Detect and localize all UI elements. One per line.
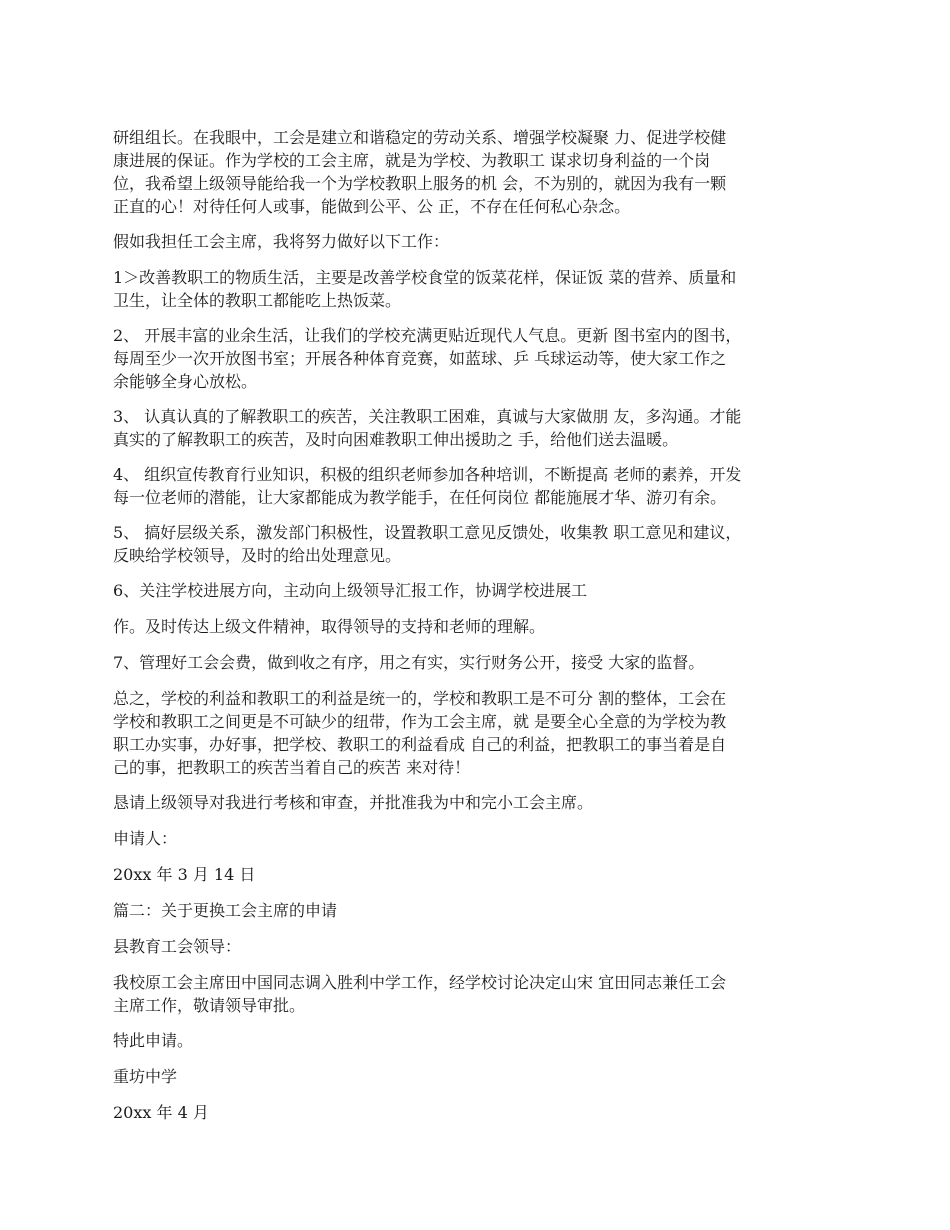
text-line: 主席工作，敬请领导审批。 [113,996,306,1015]
text-line: 正直的心！对待任何人或事，能做到公平、公 正，不存在任何私心杂念。 [113,197,631,216]
text-line: 重坊中学 [113,1067,178,1086]
paragraph [113,827,843,850]
text-line: 研组组长。在我眼中，工会是建立和谐稳定的劳动关系、增强学校凝聚 力、促进学校健 [113,128,727,147]
paragraph [113,971,843,1017]
paragraph [113,863,843,886]
text-line: 总之，学校的利益和教职工的利益是统一的，学校和教职工是不可分 割的整体，工会在 [113,689,727,708]
text-line: 真实的了解教职工的疾苦，及时向困难教职工伸出援助之 手，给他们送去温暖。 [113,430,679,449]
paragraph [113,1101,843,1124]
paragraph [113,521,843,567]
text-line: 己的事，把教职工的疾苦当着自己的疾苦 来对待！ [113,758,471,777]
paragraph [113,126,843,218]
text-line: 恳请上级领导对我进行考核和审查，并批准我为中和完小工会主席。 [113,793,594,812]
text-line: 申请人： [113,829,178,848]
paragraph [113,463,843,509]
paragraph [113,899,843,922]
text-line: 篇二：关于更换工会主席的申请 [113,901,338,920]
document-body [113,126,843,1137]
text-line: 每周至少一次开放图书室；开展各种体育竞赛，如蓝球、乒 乓球运动等，使大家工作之 [113,349,727,368]
text-line: 职工办实事，办好事，把学校、教职工的利益看成 自己的利益，把教职工的事当着是自 [113,735,727,754]
text-line: 每一位老师的潜能，让大家都能成为教学能手，在任何岗位 都能施展才华、游刃有余。 [113,488,727,507]
paragraph [113,687,843,779]
paragraph [113,1029,843,1052]
paragraph [113,791,843,814]
text-line: 卫生，让全体的教职工都能吃上热饭菜。 [113,291,402,310]
text-line: 作。及时传达上级文件精神，取得领导的支持和老师的理解。 [113,617,546,636]
paragraph [113,579,843,602]
text-line: 1＞改善教职工的物质生活，主要是改善学校食堂的饭菜花样，保证饭 菜的营养、质量和 [113,268,737,287]
text-line: 学校和教职工之间更是不可缺少的纽带，作为工会主席，就 是要全心全意的为学校为教 [113,712,727,731]
text-line: 康进展的保证。作为学校的工会主席，就是为学校、为教职工 谋求切身利益的一个岗 [113,151,711,170]
text-line: 2、 开展丰富的业余生活，让我们的学校充满更贴近现代人气息。更新 图书室内的图书， [113,326,742,345]
text-line: 4、 组织宣传教育行业知识，积极的组织老师参加各种培训，不断提高 老师的素养，开发 [113,465,742,484]
text-line: 3、 认真认真的了解教职工的疾苦，关注教职工困难，真诚与大家做朋 友，多沟通。才能 [113,407,742,426]
text-line: 位，我希望上级领导能给我一个为学校教职上服务的机 会，不为别的，就因为我有一颗 [113,174,727,193]
text-line: 反映给学校领导，及时的给出处理意见。 [113,546,402,565]
text-line: 特此申请。 [113,1031,194,1050]
paragraph [113,266,843,312]
text-line: 我校原工会主席田中国同志调入胜利中学工作，经学校讨论决定山宋 宜田同志兼任工会 [113,973,727,992]
text-line: 余能够全身心放松。 [113,372,258,391]
text-line: 20xx 年 3 月 14 日 [113,865,256,884]
text-line: 20xx 年 4 月 [113,1103,209,1122]
text-line: 7、管理好工会会费，做到收之有序，用之有实，实行财务公开，接受 大家的监督。 [113,653,705,672]
paragraph [113,1065,843,1088]
paragraph [113,324,843,393]
paragraph [113,935,843,958]
paragraph [113,230,843,253]
paragraph [113,405,843,451]
text-line: 6、关注学校进展方向，主动向上级领导汇报工作，协调学校进展工 [113,581,588,600]
paragraph [113,615,843,638]
text-line: 5、 搞好层级关系，激发部门积极性，设置教职工意见反馈处，收集教 职工意见和建议， [113,523,742,542]
text-line: 县教育工会领导： [113,937,242,956]
text-line: 假如我担任工会主席，我将努力做好以下工作： [113,232,450,251]
paragraph [113,651,843,674]
